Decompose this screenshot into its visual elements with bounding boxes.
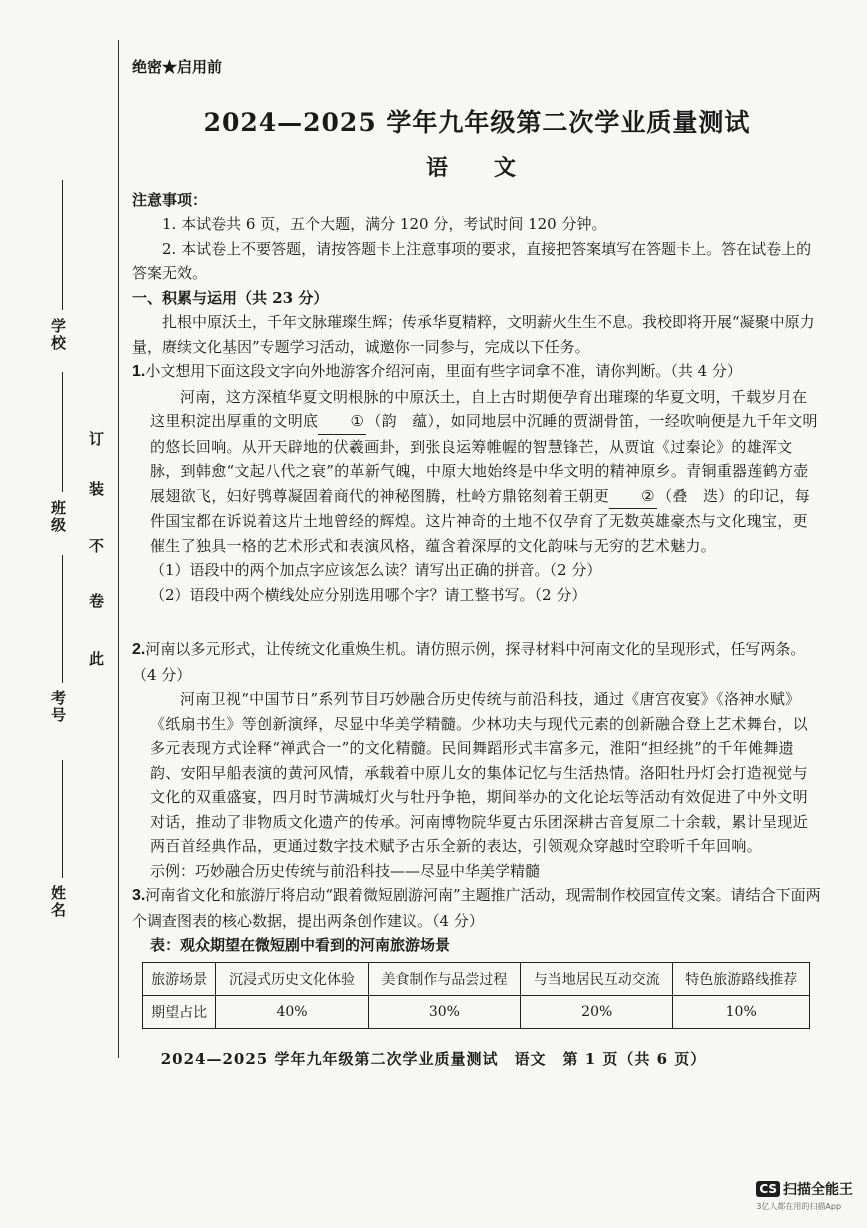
example-line: 示例：巧妙融合历史传统与前沿科技——尽显中华美学精髓 <box>150 861 541 880</box>
brand-subtitle: 3亿人都在用的扫描App <box>756 1201 842 1211</box>
page-title: 2024—2025 学年九年级第二次学业质量测试 <box>203 107 751 137</box>
seal-char: 装 <box>89 480 105 498</box>
question-stem: 河南省文化和旅游厅将启动“跟着微短剧游河南”主题推广活动，现需制作校园宣传文案。请结合下面两个调查图表的核心数据，提出两条创作建议。（4 分） <box>132 886 821 930</box>
table-cell: 30% <box>368 995 520 1028</box>
class-label: 班级 <box>49 500 67 534</box>
table-cell: 10% <box>673 995 810 1028</box>
question-1-passage <box>132 385 822 559</box>
table-cell: 沉浸式历史文化体验 <box>216 962 368 995</box>
seal-char: 不 <box>89 537 105 555</box>
question-3 <box>132 883 822 933</box>
table-cell: 20% <box>521 995 673 1028</box>
answer-blank-2: ② <box>609 484 657 510</box>
brand-name: 扫描全能王 <box>783 1181 853 1198</box>
sub-question: （2）语段中两个横线处应分别选用哪个字？请工整书写。（2 分） <box>150 585 587 604</box>
sub-question: （1）语段中的两个加点字应该怎么读？请写出正确的拼音。（2 分） <box>150 561 602 579</box>
scanner-logo-icon: CS <box>756 1181 780 1197</box>
exam-no-blank-line <box>62 555 63 683</box>
question-1 <box>132 359 822 385</box>
question-number: 1. <box>132 363 146 380</box>
question-2-passage: 河南卫视“中国节日”系列节目巧妙融合历史传统与前沿科技，通过《唐宫夜宴》《洛神水赋》《纸扇书生》等创新演绎，尽显中华美学精髓。少林功夫与现代元素的创新融合登上艺术舞台，以多元表现方式诠释“禅武合一”的文化精髓。民间舞蹈形式丰富多元，淮阳“担经挑”的千年傩舞遗韵、安阳早船表演的黄河风情，承载着中原儿女的集体记忆与生活热情。洛阳牡丹灯会打造视觉与文化的双重盛宴，四月时节满城灯火与牡丹争艳，期间举办的文化论坛等活动有效促进了中外文明对话，推动了非物质文化遗产的传承。河南博物院华夏古乐团深耕古音复原二十余载，累计呈现近两百首经典作品，更通过数字技术赋予古乐全新的表达，引领观众穿越时空聆听千年回响。 <box>150 690 808 855</box>
subject-title: 语 文 <box>425 154 528 181</box>
exam-no-label: 考号 <box>49 690 67 724</box>
blank-hint: （韵 蕴） <box>366 412 436 430</box>
table-cell: 期望占比 <box>143 995 216 1028</box>
name-label: 姓名 <box>49 885 67 919</box>
question-number: 2. <box>132 641 146 658</box>
secret-mark: 绝密★启用前 <box>132 58 223 76</box>
seal-char: 卷 <box>89 592 105 610</box>
question-2 <box>132 637 822 687</box>
passage-text: ，如同地层中沉睡的贾湖骨笛，一经吹响便是九千年文明的悠长回响。从开天辟地的伏羲画卦，到张良运筹帷幄的智慧锋芒，从贾谊《过秦论》的雄浑文脉，到韩愈“文起八代之衰”的革新气魄，中原大地始终是中华文明的精神原乡。青铜重器莲鹤方壶展翅欲飞，妇好鸮尊凝固着商代的神秘图腾，杜岭方鼎铭刻着王朝更 <box>150 412 818 505</box>
question-stem: 河南以多元形式，让传统文化重焕生机。请仿照示例，探寻材料中河南文化的呈现形式，任写两条。（4 分） <box>132 640 806 684</box>
passage-text: 的印记，每件国宝都在诉说着这片土地曾经的辉煌。这片神奇的土地不仅孕育了无数英雄豪杰与文化瑰宝，更催生了独具一格的艺术形式和表演风格，蕴含着深厚的文化韵味与无穷的艺术魅力。 <box>150 486 811 555</box>
section-intro: 扎根中原沃土，千年文脉璀璨生辉；传承华夏精粹，文明薪火生生不息。我校即将开展“凝聚中原力量，赓续文化基因”专题学习活动，诚邀你一同参与，完成以下任务。 <box>132 313 815 356</box>
school-blank-line <box>62 180 63 310</box>
binding-line <box>118 40 119 1058</box>
notice-item: 1. 本试卷共 6 页，五个大题，满分 120 分，考试时间 120 分钟。 <box>162 215 607 233</box>
answer-blank-1: ① <box>318 409 366 435</box>
table-cell: 40% <box>216 995 368 1028</box>
passage-text: 河南，这方深植华夏文明根脉的中原沃土，自上古时期便孕育出璀璨的华夏文明，千载岁月在这里积淀出厚重的文明底 <box>150 387 808 430</box>
exam-page <box>132 55 822 1029</box>
page-footer: 2024—2025 学年九年级第二次学业质量测试 语文 第 1 页（共 6 页） <box>160 1050 707 1068</box>
notice-item: 2. 本试卷上不要答题，请按答题卡上注意事项的要求，直接把答案填写在答题卡上。答在试卷上的答案无效。 <box>132 239 812 282</box>
table-header-row <box>143 962 810 995</box>
table-title: 表：观众期望在微短剧中看到的河南旅游场景 <box>150 936 451 954</box>
question-stem: 小文想用下面这段文字向外地游客介绍河南，里面有些字词拿不准，请你判断。（共 4 分） <box>145 362 742 380</box>
seal-char: 订 <box>89 430 105 448</box>
table-cell: 旅游场景 <box>143 962 216 995</box>
table-row <box>143 995 810 1028</box>
school-label: 学校 <box>49 318 67 352</box>
blank-hint: （叠 迭） <box>657 486 734 505</box>
table-cell: 与当地居民互动交流 <box>521 962 673 995</box>
question-number: 3. <box>132 887 146 904</box>
table-cell: 特色旅游路线推荐 <box>673 962 810 995</box>
name-blank-line <box>62 760 63 878</box>
notice-heading: 注意事项： <box>132 190 208 209</box>
table-cell: 美食制作与品尝过程 <box>368 962 520 995</box>
seal-char: 此 <box>89 650 105 668</box>
survey-table <box>142 962 810 1029</box>
scanner-brand <box>756 1178 853 1212</box>
class-blank-line <box>62 372 63 492</box>
section-heading: 一、积累与运用（共 23 分） <box>132 288 329 307</box>
